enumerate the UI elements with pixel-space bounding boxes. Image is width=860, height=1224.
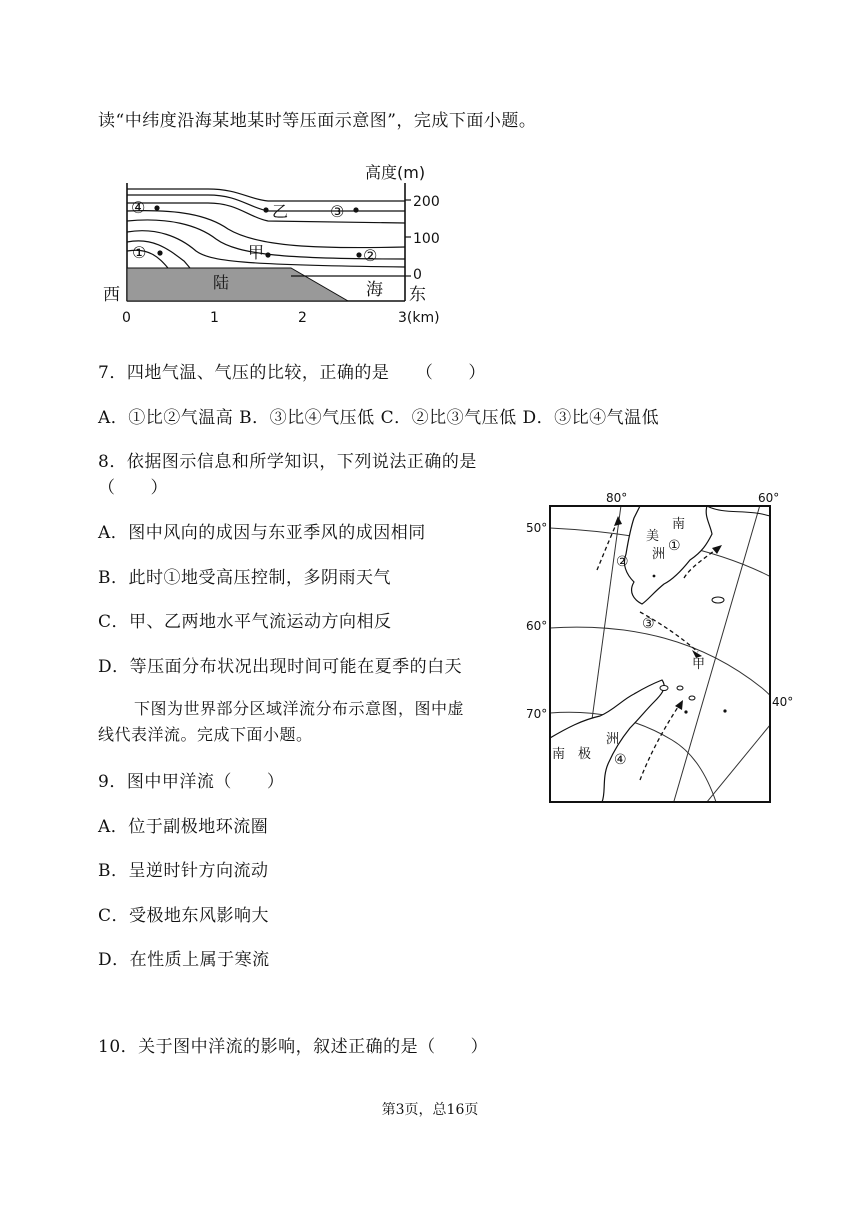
q8-paren: （ ） xyxy=(98,478,168,498)
intro-q7: 读“中纬度沿海某地某时等压面示意图”，完成下面小题。 xyxy=(98,111,537,131)
point-yi-label: 乙 xyxy=(272,202,289,221)
current-1-label: ① xyxy=(668,538,681,554)
current-4-label: ④ xyxy=(614,752,627,768)
q7-stem: 7．四地气温、气压的比较，正确的是 （ ） xyxy=(98,363,486,383)
east-label: 东 xyxy=(409,285,426,305)
x-tick-1: 1 xyxy=(210,310,219,326)
antarctica-char-3: 洲 xyxy=(606,732,620,747)
x-tick-0: 0 xyxy=(122,310,131,326)
antarctica-char-1: 南 xyxy=(552,747,566,762)
point-2-label: ② xyxy=(363,246,378,265)
y-tick-100: 100 xyxy=(413,231,440,247)
y-tick-0: 0 xyxy=(413,267,422,283)
lat-50-label: 50° xyxy=(526,521,548,535)
page-footer: 第3页，总16页 xyxy=(381,1102,479,1118)
lon-60-label: 60° xyxy=(758,491,780,505)
intro-q9-line2: 线代表洋流。完成下面小题。 xyxy=(98,725,313,744)
south-america-char-1: 南 xyxy=(672,517,686,532)
ocean-current-map xyxy=(522,488,800,810)
lon-80-label: 80° xyxy=(606,491,628,505)
isobaric-diagram xyxy=(98,155,458,335)
lon-40-label: 40° xyxy=(772,695,794,709)
q9-option-d: D．在性质上属于寒流 xyxy=(98,950,270,970)
south-america-char-3: 洲 xyxy=(652,547,666,562)
land-area xyxy=(127,268,348,301)
y-tick-200: 200 xyxy=(413,194,440,210)
west-label: 西 xyxy=(103,285,120,305)
south-america-char-2: 美 xyxy=(646,529,660,544)
point-3-label: ③ xyxy=(330,202,345,221)
q7-options: A．①比②气温高 B．③比④气压低 C．②比③气压低 D．③比④气温低 xyxy=(98,408,660,428)
x-tick-2: 2 xyxy=(298,310,307,326)
q8-option-b: B．此时①地受高压控制，多阴雨天气 xyxy=(98,568,391,588)
y-axis-title: 高度(m) xyxy=(365,163,426,182)
q8-option-c: C．甲、乙两地水平气流运动方向相反 xyxy=(98,612,392,632)
q8-stem: 8．依据图示信息和所学知识，下列说法正确的是 xyxy=(98,452,477,472)
current-2-label: ② xyxy=(616,554,629,570)
antarctica-char-2: 极 xyxy=(578,747,592,762)
x-tick-3: 3(km) xyxy=(398,310,440,326)
sea-label: 海 xyxy=(366,280,383,300)
lat-70-label: 70° xyxy=(526,707,548,721)
q9-stem: 9．图中甲洋流（ ） xyxy=(98,772,285,792)
point-1-label: ① xyxy=(132,243,147,262)
q8-option-d: D．等压面分布状况出现时间可能在夏季的白天 xyxy=(98,657,463,677)
q9-option-a: A．位于副极地环流圈 xyxy=(98,817,269,837)
q8-option-a: A．图中风向的成因与东亚季风的成因相同 xyxy=(98,523,426,543)
land-label: 陆 xyxy=(213,273,230,292)
current-3-label: ③ xyxy=(642,616,655,632)
current-jia-label: 甲 xyxy=(692,657,706,672)
q9-option-b: B．呈逆时针方向流动 xyxy=(98,861,269,881)
lat-60-label: 60° xyxy=(526,619,548,633)
q9-option-c: C．受极地东风影响大 xyxy=(98,906,270,926)
q10-stem: 10．关于图中洋流的影响，叙述正确的是（ ） xyxy=(98,1037,489,1057)
point-jia-label: 甲 xyxy=(248,243,265,262)
intro-q9-line1: 下图为世界部分区域洋流分布示意图，图中虚 xyxy=(134,699,465,718)
point-4-label: ④ xyxy=(131,198,146,217)
